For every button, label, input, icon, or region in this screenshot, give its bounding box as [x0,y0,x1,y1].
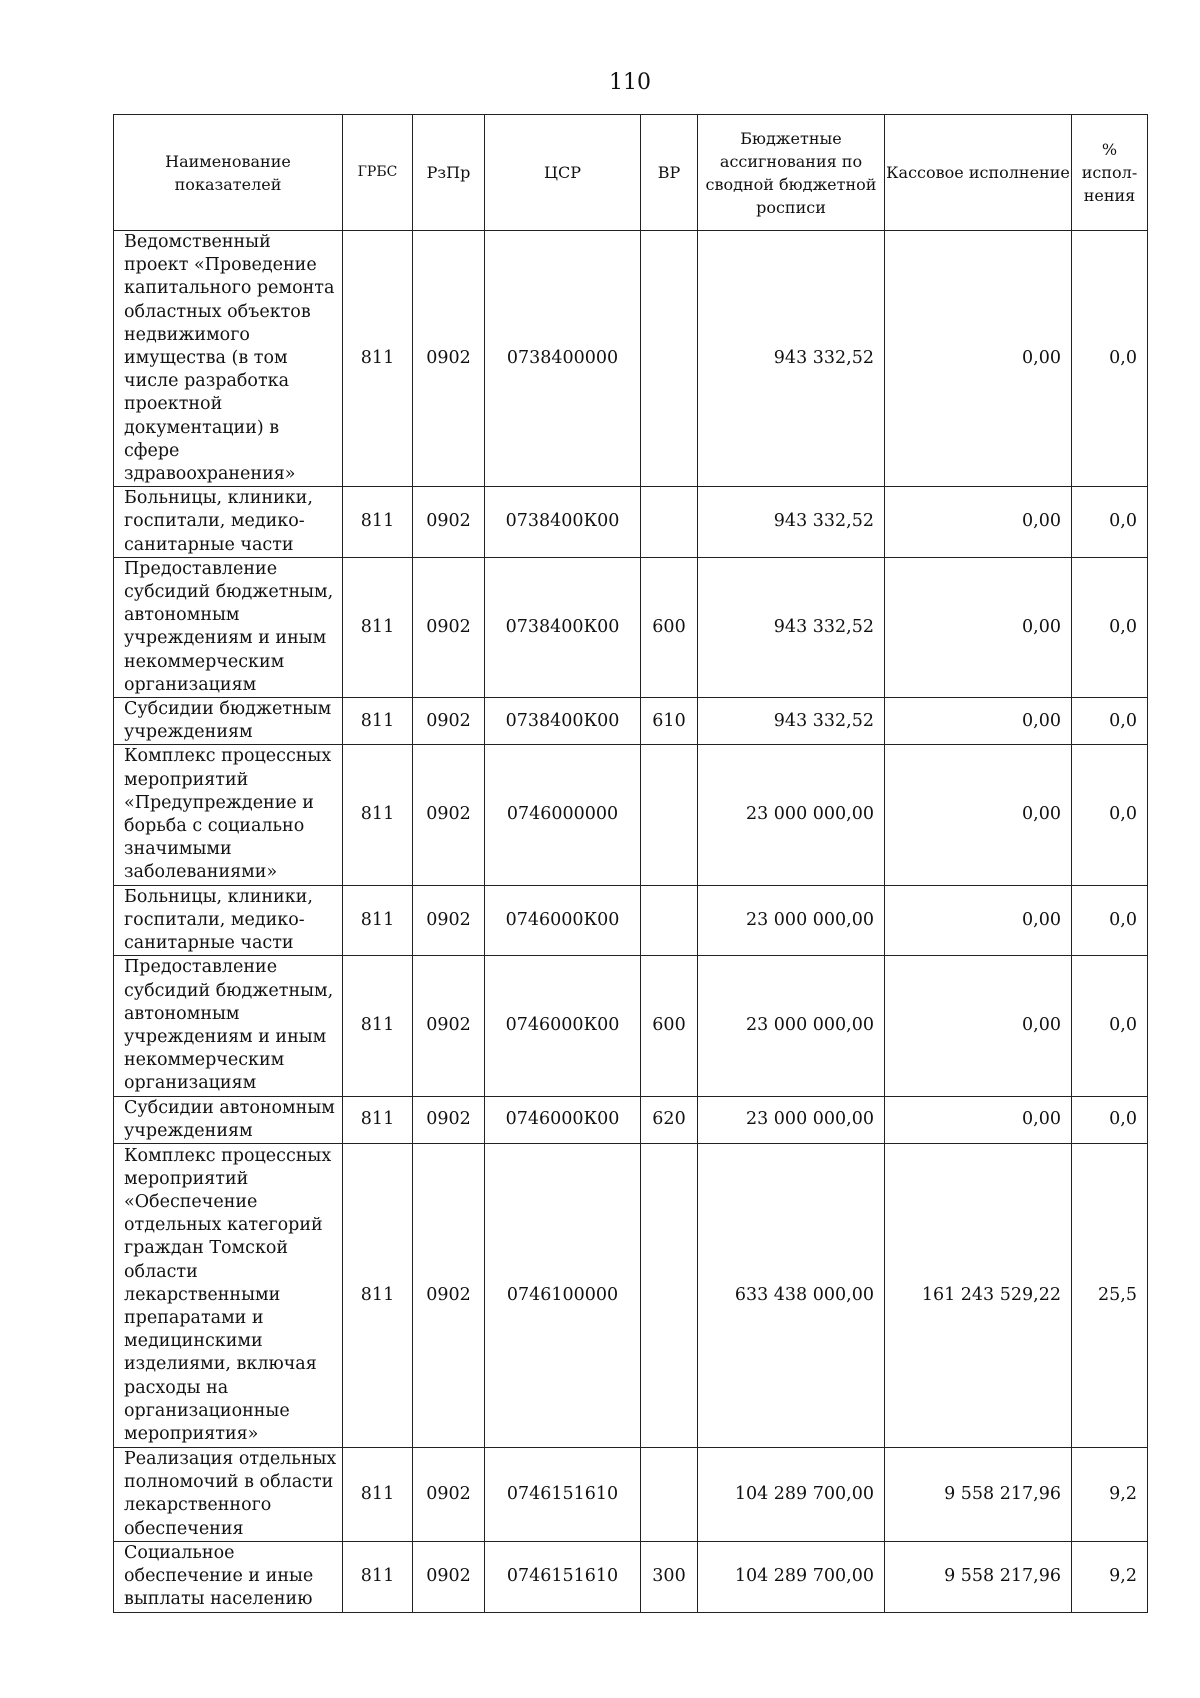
cell-grbs: 811 [343,745,413,885]
table-header-row [114,115,1148,231]
cell-grbs: 811 [343,1447,413,1541]
cell-csr: 0738400К00 [485,487,641,558]
cell-percent: 0,0 [1072,231,1148,487]
cell-csr: 0746151610 [485,1541,641,1612]
cell-percent: 9,2 [1072,1447,1148,1541]
cell-percent: 0,0 [1072,745,1148,885]
cell-grbs: 811 [343,885,413,956]
cell-csr: 0738400К00 [485,557,641,697]
header-grbs: ГРБС [343,115,413,231]
cell-vr [641,1143,698,1447]
cell-csr: 0746151610 [485,1447,641,1541]
header-name: Наименование показателей [114,115,343,231]
cell-rzpr: 0902 [413,956,485,1096]
cell-vr [641,487,698,558]
cell-csr: 0746100000 [485,1143,641,1447]
cell-cash: 161 243 529,22 [885,1143,1072,1447]
cell-percent: 0,0 [1072,956,1148,1096]
cell-budget: 943 332,52 [698,557,885,697]
cell-rzpr: 0902 [413,1541,485,1612]
cell-csr: 0746000К00 [485,885,641,956]
cell-cash: 9 558 217,96 [885,1541,1072,1612]
cell-vr [641,885,698,956]
table-row [114,1096,1148,1143]
cell-vr: 610 [641,698,698,745]
cell-name: Больницы, клиники, госпитали, медико-санитарные части [114,885,343,956]
cell-percent: 0,0 [1072,698,1148,745]
cell-cash: 0,00 [885,745,1072,885]
cell-budget: 23 000 000,00 [698,885,885,956]
cell-csr: 0746000К00 [485,956,641,1096]
table-row [114,885,1148,956]
cell-rzpr: 0902 [413,231,485,487]
cell-name: Ведомственный проект «Проведение капитального ремонта областных объектов недвижимого имущества (в том числе разработка проектной документации) в сфере здравоохранения» [114,231,343,487]
cell-grbs: 811 [343,1541,413,1612]
cell-csr: 0738400К00 [485,698,641,745]
budget-execution-table [113,114,1148,1613]
cell-budget: 943 332,52 [698,487,885,558]
cell-name: Субсидии автономным учреждениям [114,1096,343,1143]
cell-cash: 9 558 217,96 [885,1447,1072,1541]
header-budget: Бюджетные ассигнования по сводной бюджетной росписи [698,115,885,231]
cell-rzpr: 0902 [413,885,485,956]
cell-name: Субсидии бюджетным учреждениям [114,698,343,745]
cell-cash: 0,00 [885,885,1072,956]
table-row [114,557,1148,697]
cell-grbs: 811 [343,1143,413,1447]
cell-grbs: 811 [343,231,413,487]
cell-grbs: 811 [343,1096,413,1143]
cell-vr [641,231,698,487]
cell-rzpr: 0902 [413,487,485,558]
header-cash: Кассовое исполнение [885,115,1072,231]
cell-percent: 0,0 [1072,557,1148,697]
cell-name: Комплекс процессных мероприятий «Предупреждение и борьба с социально значимыми заболеваниями» [114,745,343,885]
table-row [114,745,1148,885]
cell-csr: 0746000К00 [485,1096,641,1143]
cell-budget: 23 000 000,00 [698,956,885,1096]
cell-name: Больницы, клиники, госпитали, медико-санитарные части [114,487,343,558]
cell-cash: 0,00 [885,557,1072,697]
cell-grbs: 811 [343,487,413,558]
cell-name: Предоставление субсидий бюджетным, автономным учреждениям и иным некоммерческим организациям [114,956,343,1096]
cell-percent: 9,2 [1072,1541,1148,1612]
cell-vr: 620 [641,1096,698,1143]
cell-cash: 0,00 [885,231,1072,487]
cell-name: Реализация отдельных полномочий в области лекарственного обеспечения [114,1447,343,1541]
cell-budget: 104 289 700,00 [698,1541,885,1612]
table-row [114,487,1148,558]
header-rzpr: РзПр [413,115,485,231]
cell-budget: 633 438 000,00 [698,1143,885,1447]
header-vr: ВР [641,115,698,231]
cell-name: Социальное обеспечение и иные выплаты населению [114,1541,343,1612]
cell-cash: 0,00 [885,487,1072,558]
cell-name: Предоставление субсидий бюджетным, автономным учреждениям и иным некоммерческим организациям [114,557,343,697]
cell-budget: 943 332,52 [698,698,885,745]
cell-rzpr: 0902 [413,1447,485,1541]
cell-csr: 0738400000 [485,231,641,487]
cell-vr: 600 [641,557,698,697]
cell-vr: 600 [641,956,698,1096]
cell-vr [641,1447,698,1541]
table-row [114,1447,1148,1541]
header-csr: ЦСР [485,115,641,231]
page-number: 110 [609,70,651,95]
cell-grbs: 811 [343,557,413,697]
header-percent: % испол-нения [1072,115,1148,231]
cell-cash: 0,00 [885,1096,1072,1143]
cell-rzpr: 0902 [413,698,485,745]
cell-grbs: 811 [343,956,413,1096]
cell-rzpr: 0902 [413,1096,485,1143]
table-row [114,698,1148,745]
cell-vr [641,745,698,885]
table-row [114,231,1148,487]
cell-budget: 23 000 000,00 [698,745,885,885]
cell-cash: 0,00 [885,698,1072,745]
cell-csr: 0746000000 [485,745,641,885]
cell-vr: 300 [641,1541,698,1612]
table-row [114,956,1148,1096]
cell-rzpr: 0902 [413,745,485,885]
cell-budget: 104 289 700,00 [698,1447,885,1541]
cell-name: Комплекс процессных мероприятий «Обеспечение отдельных категорий граждан Томской области лекарственными препаратами и медицинскими изделиями, включая расходы на организационные мероприятия» [114,1143,343,1447]
cell-budget: 943 332,52 [698,231,885,487]
cell-rzpr: 0902 [413,557,485,697]
cell-percent: 0,0 [1072,1096,1148,1143]
cell-grbs: 811 [343,698,413,745]
table-row [114,1541,1148,1612]
cell-cash: 0,00 [885,956,1072,1096]
cell-percent: 0,0 [1072,487,1148,558]
table-row [114,1143,1148,1447]
cell-percent: 0,0 [1072,885,1148,956]
cell-rzpr: 0902 [413,1143,485,1447]
cell-budget: 23 000 000,00 [698,1096,885,1143]
cell-percent: 25,5 [1072,1143,1148,1447]
table-body [114,231,1148,1613]
